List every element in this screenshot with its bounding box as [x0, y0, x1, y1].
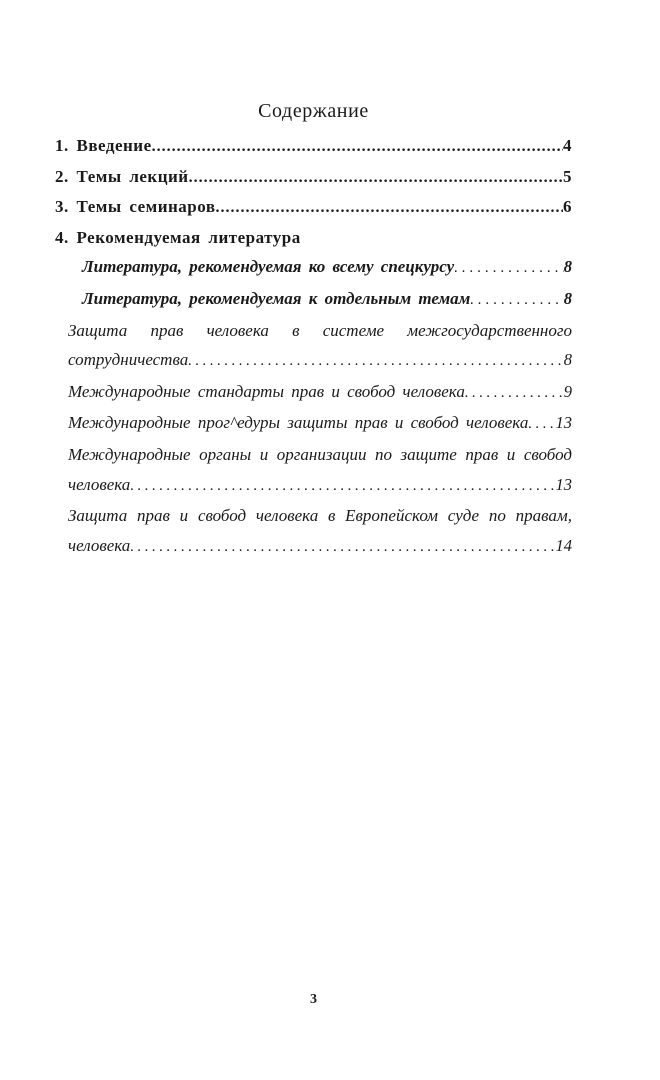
toc-entry-text: человека	[68, 474, 131, 494]
toc-entry-page-number: 4	[563, 136, 572, 155]
toc-entry-page-number: 8	[563, 288, 572, 308]
toc-entry	[55, 440, 572, 470]
toc-entry	[55, 316, 572, 346]
toc-entry	[55, 223, 572, 253]
toc-entry-text: Литература, рекомендуемая ко всему спецкурсу	[82, 257, 455, 277]
dot-leader	[216, 192, 563, 223]
dot-leader	[189, 162, 563, 193]
toc-entry-text: Защита прав и свобод человека в Европейском суде по правам,	[68, 506, 572, 526]
toc-entry-text: 1. Введение	[55, 136, 152, 155]
toc-entry-text: Международные стандарты прав и свобод человека	[68, 381, 465, 401]
dot-leader	[465, 377, 564, 409]
page-title: Содержание	[258, 100, 369, 122]
toc-entry	[55, 345, 572, 377]
toc-entry-page-number: 5	[563, 166, 572, 186]
toc-entry-page-number: 14	[555, 535, 572, 555]
toc-entry-text: 2. Темы лекций	[55, 166, 189, 186]
toc-entry-text: Международные прог^едуры защиты прав и свобод человека	[68, 413, 529, 433]
toc-entry-page-number: 8	[563, 350, 572, 370]
toc-entry-text: 4. Рекомендуемая литература	[55, 227, 301, 247]
dot-leader	[528, 408, 555, 440]
toc-entry	[55, 284, 572, 316]
dot-leader	[130, 470, 555, 502]
footer-page-number: 3	[310, 992, 317, 1007]
toc-entry-page-number: 13	[555, 474, 572, 494]
toc-entry-text: Международные органы и организации по защите прав и свобод	[68, 444, 572, 464]
dot-leader	[454, 252, 564, 284]
toc-entry	[55, 377, 572, 409]
toc-entry	[55, 252, 572, 284]
toc-entry-text: сотрудничества	[68, 350, 189, 370]
toc-entry	[55, 162, 572, 193]
toc-entry-text: 3. Темы семинаров	[55, 197, 216, 217]
dot-leader	[152, 131, 563, 162]
dot-leader	[470, 284, 563, 316]
toc-entry-text: Литература, рекомендуемая к отдельным темам	[82, 288, 471, 308]
toc-entry	[55, 192, 572, 223]
toc-entry-text: Защита прав человека в системе межгосударственного	[68, 320, 572, 340]
toc-entry-text: человека	[68, 535, 131, 555]
toc-entry-page-number: 6	[563, 197, 572, 217]
toc-entry	[55, 408, 572, 440]
table-of-contents	[55, 131, 572, 562]
toc-entry	[55, 531, 572, 563]
toc-entry-page-number: 13	[555, 413, 572, 433]
toc-entry	[55, 470, 572, 502]
toc-entry-page-number: 8	[563, 257, 572, 277]
toc-entry-page-number: 9	[563, 381, 572, 401]
dot-leader	[130, 531, 555, 563]
toc-entry	[55, 131, 572, 162]
toc-entry	[55, 501, 572, 531]
dot-leader	[188, 345, 564, 377]
